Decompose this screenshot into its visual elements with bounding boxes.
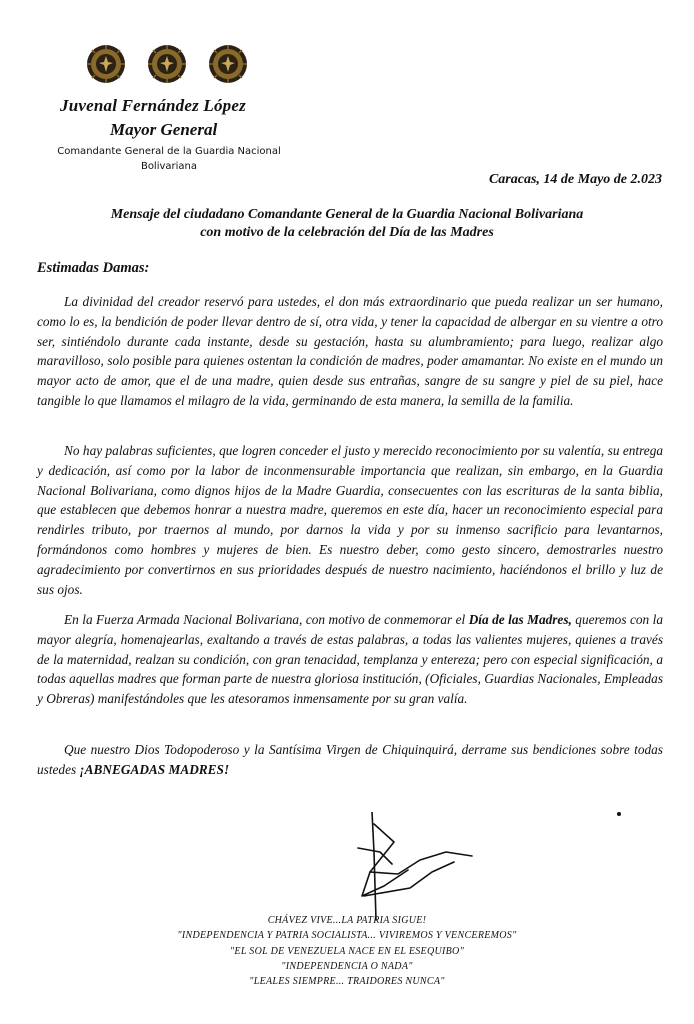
p4-highlight: ¡ABNEGADAS MADRES!	[79, 761, 230, 777]
letterhead-position-line1: Comandante General de la Guardia Nacional	[57, 146, 281, 157]
letterhead-signature-name: Juvenal Fernández López	[60, 96, 246, 115]
handwritten-signature	[350, 812, 480, 922]
slogan-line: "INDEPENDENCIA Y PATRIA SOCIALISTA... VIVIREMOS Y VENCEREMOS"	[177, 930, 517, 942]
body-paragraph-1: La divinidad del creador reservó para ustedes, el don más extraordinario que pueda realizar un ser humano, como lo es, la bendición de poder llevar dentro de sí, otra vida, y tener la capacidad de albergar en su vientre a otro ser, sintiéndolo durante cada instante, desde su gestación, hasta su alumbramiento; para luego, realizar algo maravilloso, solo posible para quienes ostentan la condición de madres, poder amamantar. No existe en el mundo un mayor acto de amor, que el de una madre, quien desde sus entrañas, sangre de su sangre y piel de su piel, hace tangible lo que llamamos el milagro de la vida, germinando de esta manera, la semilla de la familia.	[37, 294, 663, 408]
ink-mark	[617, 812, 621, 816]
body-paragraph-3	[37, 610, 663, 709]
emblem-seal-icon	[147, 44, 187, 84]
salutation: Estimadas Damas:	[37, 260, 150, 276]
p3-text-after: queremos con la mayor alegría, homenajearlas, exaltando a través de estas palabras, a todas las valientes mujeres, quienes a través de la maternidad, realzan su condición, con gran tenacidad, templanza y entereza; pero con especial significación, a todas aquellas madres que forman parte de nuestra gloriosa institución, (Oficiales, Guardias Nacionales, Empleadas y Obreras) manifestándoles que les atesoramos inmensamente por su gran valía.	[37, 612, 663, 707]
letterhead-position-line2: Bolivariana	[140, 161, 198, 172]
slogan-line: "EL SOL DE VENEZUELA NACE EN EL ESEQUIBO"	[229, 945, 465, 957]
letter-title	[40, 206, 654, 242]
emblem-seal-icon	[86, 44, 126, 84]
body-paragraph-4	[37, 740, 663, 780]
letter-date: Caracas, 14 de Mayo de 2.023	[488, 172, 662, 187]
letter-title-line1: Mensaje del ciudadano Comandante General de la Guardia Nacional Bolivariana	[110, 207, 584, 222]
letter-title-line2: con motivo de la celebración del Día de las Madres	[200, 225, 494, 240]
p3-highlight: Día de las Madres,	[468, 612, 572, 627]
slogans-block	[100, 913, 594, 989]
p4-text-before: Que nuestro Dios Todopoderoso y la Santísima Virgen de Chiquinquirá, derrame sus bendiciones sobre todas ustedes	[37, 742, 663, 777]
slogan-line: "LEALES SIEMPRE... TRAIDORES NUNCA"	[249, 976, 445, 988]
emblem-row	[86, 44, 248, 84]
slogan-line: "INDEPENDENCIA O NADA"	[281, 960, 413, 972]
p3-text-before: En la Fuerza Armada Nacional Bolivariana, con motivo de conmemorar el	[64, 612, 469, 627]
letterhead-signature-rank: Mayor General	[110, 120, 218, 139]
body-paragraph-2: No hay palabras suficientes, que logren conceder el justo y merecido reconocimiento por su valentía, su entrega y dedicación, así como por la labor de inconmensurable importancia que realizan, sin embargo, en la Guardia Nacional Bolivariana, como dignos hijos de la Madre Guardia, consecuentes con las escrituras de la santa biblia, que establecen que debemos honrar a nuestra madre, queremos en este día, hacer un reconocimiento especial para rendirles tributo, por traernos al mundo, por darnos la vida y por su inmenso sacrificio para levantarnos, formándonos como hombres y mujeres de bien. Es nuestro deber, como gesto sincero, demostrarles nuestro agradecimiento por convertirnos en sus prioridades después de nuestro nacimiento, haciéndonos el brillo y luz de sus ojos.	[37, 443, 663, 597]
slogan-line: CHÁVEZ VIVE...LA PATRIA SIGUE!	[267, 915, 427, 926]
emblem-seal-icon	[208, 44, 248, 84]
